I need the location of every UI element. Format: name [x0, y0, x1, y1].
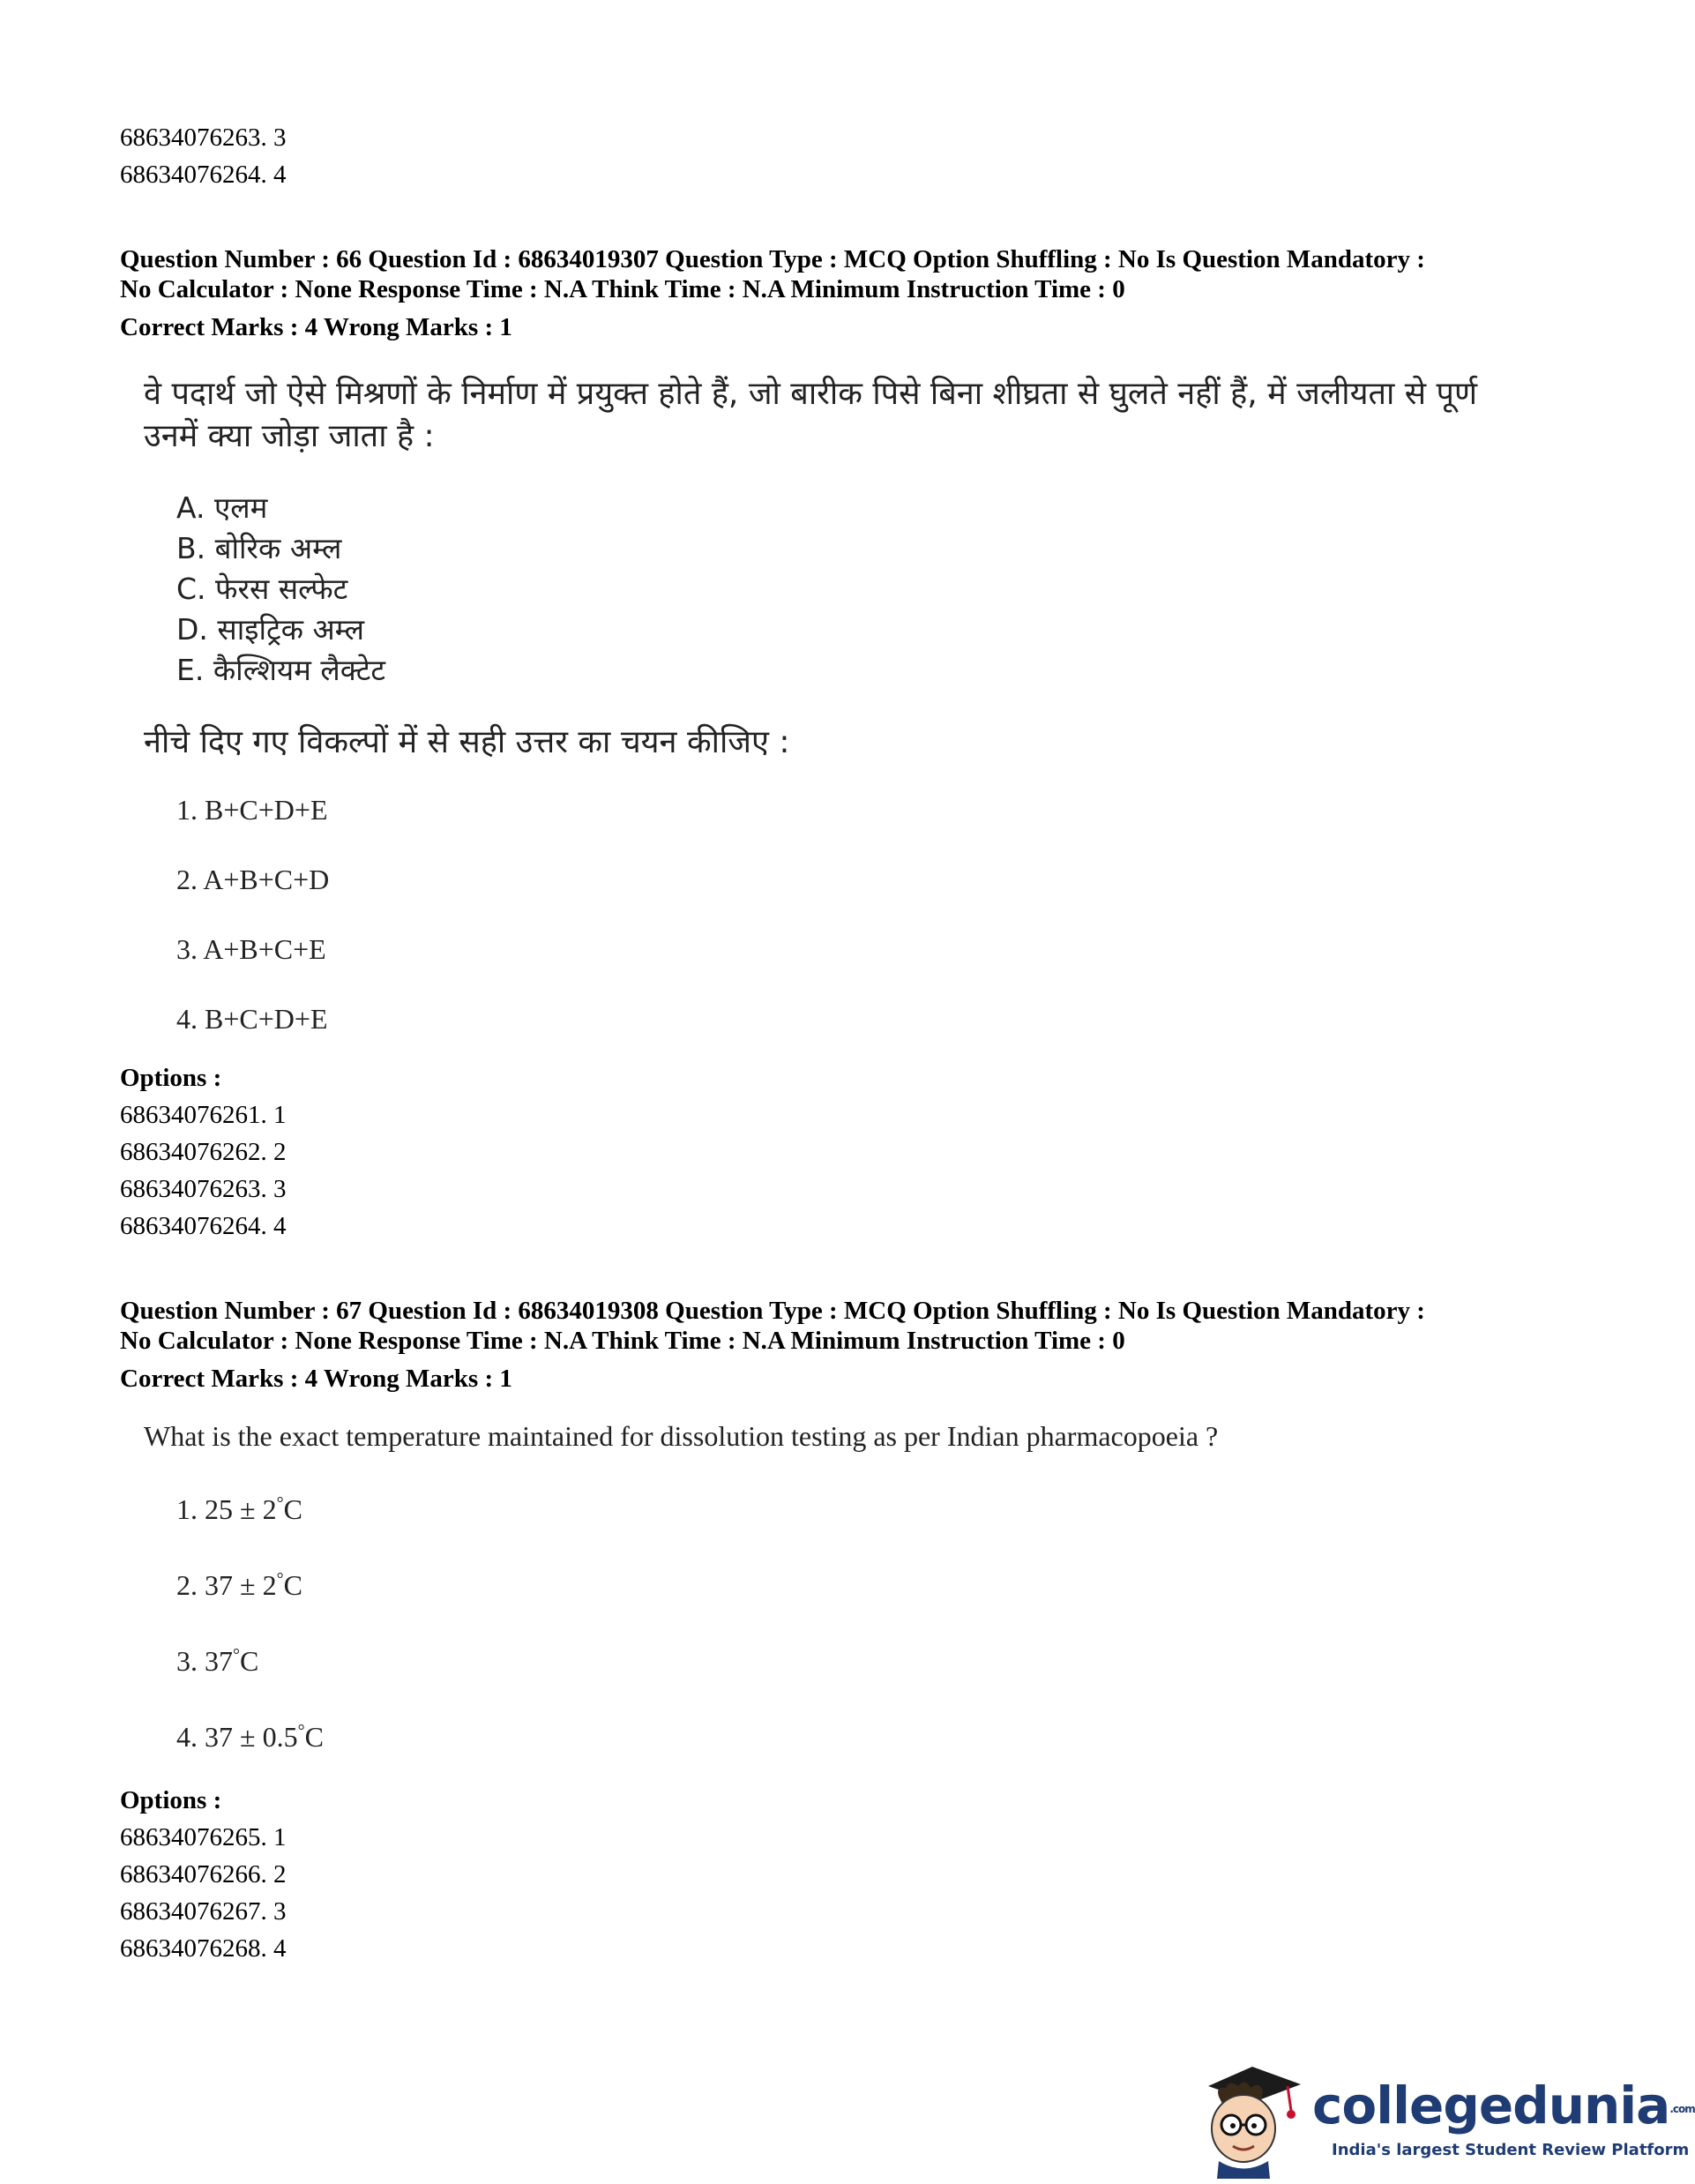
q67-header-line1: Question Number : 67 Question Id : 68634019308 Question Type : MCQ Option Shuffling : No Is Question Mandatory :	[120, 1297, 1425, 1325]
q66-item: A. एलम	[176, 490, 268, 525]
option-line: 68634076262. 2	[120, 1138, 287, 1166]
choice-text: 2. 37 ± 2	[176, 1569, 277, 1601]
option-line: 68634076267. 3	[120, 1897, 287, 1926]
option-line: 68634076268. 4	[120, 1934, 287, 1963]
degree-symbol: °	[276, 1493, 284, 1514]
q66-choice: 2. A+B+C+D	[176, 864, 330, 895]
choice-text: 3. 37	[176, 1645, 233, 1677]
option-line: 68634076266. 2	[120, 1860, 287, 1889]
q66-marks: Correct Marks : 4 Wrong Marks : 1	[120, 313, 512, 341]
collegedunia-logo[interactable]	[1199, 2060, 1695, 2179]
choice-unit: C	[283, 1569, 302, 1601]
q67-choice	[176, 1721, 324, 1754]
mascot-icon	[1199, 2060, 1314, 2179]
q67-options-label: Options :	[120, 1786, 222, 1814]
q67-marks: Correct Marks : 4 Wrong Marks : 1	[120, 1365, 512, 1393]
degree-symbol: °	[233, 1645, 240, 1665]
q67-choice	[176, 1645, 258, 1678]
q66-options-label: Options :	[120, 1064, 222, 1092]
q67-choice	[176, 1569, 302, 1602]
option-line: 68634076263. 3	[120, 1175, 287, 1203]
q66-choice: 1. B+C+D+E	[176, 794, 328, 826]
q66-header-line1: Question Number : 66 Question Id : 68634019307 Question Type : MCQ Option Shuffling : No Is Question Mandatory :	[120, 245, 1425, 273]
choice-text: 4. 37 ± 0.5	[176, 1721, 298, 1753]
option-line: 68634076263. 3	[120, 123, 287, 152]
q67-choice	[176, 1493, 302, 1526]
q66-header-line2: No Calculator : None Response Time : N.A Think Time : N.A Minimum Instruction Time : 0	[120, 275, 1125, 303]
option-line: 68634076265. 1	[120, 1823, 287, 1851]
degree-symbol: °	[297, 1721, 305, 1741]
choice-unit: C	[283, 1493, 302, 1525]
q66-question-line1: वे पदार्थ जो ऐसे मिश्रणों के निर्माण में प्रयुक्त होते हैं, जो बारीक पिसे बिना शीघ्रता से घुलते नहीं हैं, में जलीयता से पूर्ण	[144, 376, 1477, 412]
q66-item: C. फेरस सल्फेट	[176, 572, 348, 606]
logo-wordmark	[1312, 2076, 1695, 2135]
q66-choice: 3. A+B+C+E	[176, 933, 326, 965]
logo-suffix: .com	[1669, 2102, 1695, 2115]
logo-name: collegedunia	[1312, 2076, 1670, 2135]
choice-unit: C	[304, 1721, 324, 1753]
q66-instruction: नीचे दिए गए विकल्पों में से सही उत्तर का चयन कीजिए :	[144, 724, 790, 760]
q66-item: D. साइट्रिक अम्ल	[176, 612, 364, 647]
option-line: 68634076264. 4	[120, 1212, 287, 1240]
option-line: 68634076264. 4	[120, 161, 287, 189]
logo-tagline: India's largest Student Review Platform	[1332, 2141, 1690, 2159]
option-line: 68634076261. 1	[120, 1101, 287, 1129]
q67-header-line2: No Calculator : None Response Time : N.A Think Time : N.A Minimum Instruction Time : 0	[120, 1327, 1125, 1355]
q66-item: B. बोरिक अम्ल	[176, 531, 342, 565]
q66-item: E. कैल्शियम लैक्टेट	[176, 653, 385, 687]
choice-text: 1. 25 ± 2	[176, 1493, 277, 1525]
q67-question: What is the exact temperature maintained for dissolution testing as per Indian pharmacopoeia ?	[144, 1420, 1219, 1452]
q66-question-line2: उनमें क्या जोड़ा जाता है :	[144, 418, 435, 454]
q66-choice: 4. B+C+D+E	[176, 1003, 328, 1035]
choice-unit: C	[240, 1645, 259, 1677]
degree-symbol: °	[276, 1569, 284, 1589]
